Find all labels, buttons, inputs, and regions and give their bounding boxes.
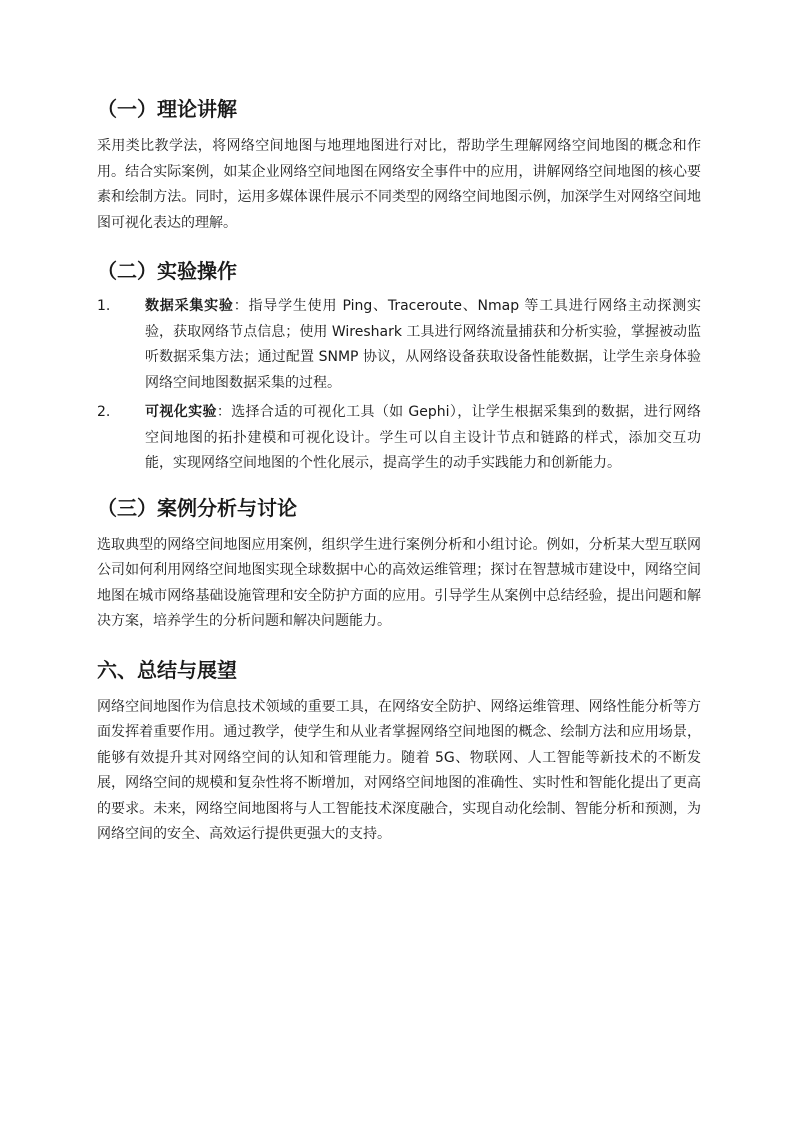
list-item-title: 可视化实验 [145,404,217,420]
list-item-text: ：指导学生使用 Ping、Traceroute、Nmap 等工具进行网络主动探测实验，获取网络节点信息；使用 Wireshark 工具进行网络流量捕获和分析实验，掌握被动监听数据采集方法；通过配置 SNMP 协议，从网络设备获取设备性能数据，让学生亲身体验网络空间地图数据采集的过程。 [145,298,702,391]
section-paragraph-case-study: 选取典型的网络空间地图应用案例，组织学生进行案例分析和小组讨论。例如，分析某大型互联网公司如何利用网络空间地图实现全球数据中心的高效运维管理；探讨在智慧城市建设中，网络空间地图在城市网络基础设施管理和安全防护方面的应用。引导学生从案例中总结经验，提出问题和解决方案，培养学生的分析问题和解决问题能力。 [97,536,701,629]
section-heading-summary: 六、总结与展望 [97,657,237,682]
section-paragraph-summary: 网络空间地图作为信息技术领域的重要工具，在网络安全防护、网络运维管理、网络性能分析等方面发挥着重要作用。通过教学，使学生和从业者掌握网络空间地图的概念、绘制方法和应用场景，能够有效提升其对网络空间的认知和管理能力。随着 5G、物联网、人工智能等新技术的不断发展，网络空间的规模和复杂性将不断增加，对网络空间地图的准确性、实时性和智能化提出了更高的要求。未来，网络空间地图将与人工智能技术深度融合，实现自动化绘制、智能分析和预测，为网络空间的安全、高效运行提供更强大的支持。 [97,698,701,842]
section-paragraph-theory: 采用类比教学法，将网络空间地图与地理地图进行对比，帮助学生理解网络空间地图的概念和作用。结合实际案例，如某企业网络空间地图在网络安全事件中的应用，讲解网络空间地图的核心要素和绘制方法。同时，运用多媒体课件展示不同类型的网络空间地图示例，加深学生对网络空间地图可视化表达的理解。 [97,138,701,231]
list-item-title: 数据采集实验 [145,298,234,314]
list-item [97,400,701,477]
experiment-list [97,294,701,477]
list-item [97,294,701,396]
list-item-number: 2. [97,404,111,420]
list-item-number: 1. [97,298,111,314]
list-item-text: ：选择合适的可视化工具（如 Gephi），让学生根据采集到的数据，进行网络空间地图的拓扑建模和可视化设计。学生可以自主设计节点和链路的样式，添加交互功能，实现网络空间地图的个性化展示，提高学生的动手实践能力和创新能力。 [145,404,702,471]
section-heading-case-study: （三）案例分析与讨论 [97,495,297,520]
document-page [97,90,701,848]
section-heading-experiment: （二）实验操作 [97,259,237,283]
section-heading-theory: （一）理论讲解 [97,97,237,121]
